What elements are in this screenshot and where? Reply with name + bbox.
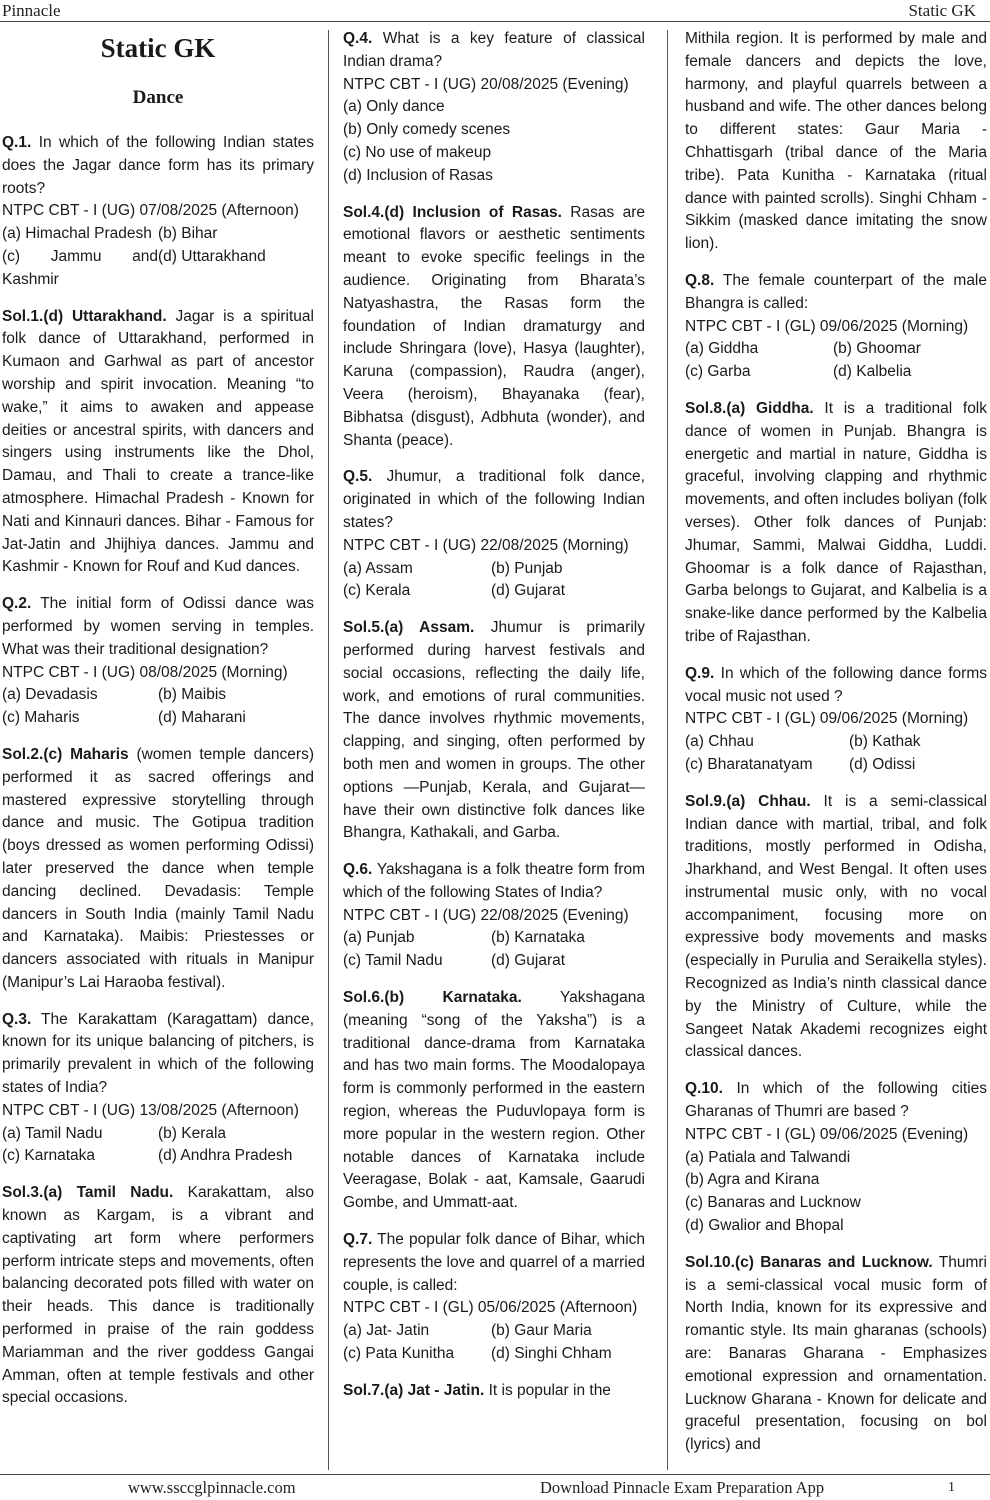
option-d: (d) Andhra Pradesh [158, 1147, 293, 1165]
option-d: (d) Uttarakhand [158, 247, 266, 265]
option-c: (c) Banaras and Lucknow [685, 1194, 861, 1212]
exam-info: NTPC CBT - I (GL) 09/06/2025 (Evening) [685, 1125, 969, 1143]
option-a: (a) Assam [343, 559, 413, 577]
option-d: (d) Gwalior and Bhopal [685, 1217, 844, 1235]
option-b: (b) Ghoomar [833, 340, 921, 358]
exam-info: NTPC CBT - I (UG) 13/08/2025 (Afternoon) [2, 1101, 299, 1119]
exam-info: NTPC CBT - I (GL) 09/06/2025 (Morning) [685, 317, 969, 335]
column-1 [2, 28, 314, 1472]
question-text: What is a key feature of classical Indian drama? [343, 30, 645, 70]
solution-7-continued: Mithila region. It is performed by male and female dancers and depicts the love, harmony, and playful quarrels between a husband and wife. The other dances belong to different states: Gaur Maria - Chhattisgarh (tribal dance of the Maria tribe). Pata Kunitha - Karnataka (ritual dance with painted scrolls). Singhi Chham - Sikkim (masked dance imitating the snow lion). [685, 30, 987, 253]
option-b: (b) Agra and Kirana [685, 1171, 820, 1189]
question-text: In which of the following dance forms vocal music not used ? [685, 664, 987, 705]
question-text: The Karakattam (Karagattam) dance, known for its unique balancing of pitchers, is primarily prevalent in which of the following states of India? [2, 1010, 314, 1097]
question-8 [685, 270, 987, 384]
question-number: Q.10. [685, 1080, 723, 1098]
solution-head: Sol.6.(b) Karnataka. [343, 989, 522, 1007]
exam-info: NTPC CBT - I (UG) 22/08/2025 (Morning) [343, 536, 629, 554]
footer-website-link[interactable]: www.ssccglpinnacle.com [128, 1478, 296, 1497]
option-a: (a) Himachal Pradesh [2, 225, 152, 243]
question-text: The initial form of Odissi dance was performed by women serving in temples. What was their traditional designation? [2, 595, 314, 658]
question-number: Q.4. [343, 30, 373, 47]
question-10 [685, 1078, 987, 1238]
question-1 [2, 132, 314, 292]
options [343, 96, 645, 187]
solution-text: It is popular in the [488, 1381, 611, 1399]
solution-text: It is a semi-classical Indian dance with martial, tribal, and folk traditions, mostly performed in Odisha, Jharkhand, and West Bengal. It often uses instrumental music only, with no vocal accompaniment, focusing more on expressive body movements and masks (especially in Purulia and Seraikella styles). Recognized as India’s ninth classical dance by the Ministry of Culture, while the Sangeet Natak Akademi recognizes eight classical dances. [685, 792, 987, 1061]
option-a: (a) Giddha [685, 340, 759, 358]
page-number: 1 [948, 1480, 955, 1495]
solution-head: Sol.8.(a) Giddha. [685, 399, 814, 417]
options [343, 558, 645, 604]
option-a: (a) Devadasis [2, 686, 98, 704]
page-footer [0, 1476, 990, 1500]
solution-text: Thumri is a semi-classical vocal music form of North India, known for its expressive and romantic style. Its main gharanas (schools) are: Banaras Gharana - Emphasizes emotional expression and ornamentation. Lucknow Gharana - Known for delicate and graceful presentation, focusing on bol (lyrics) and [685, 1253, 987, 1454]
column-divider [667, 30, 668, 1470]
question-text: In which of the following cities Gharanas of Thumri are based ? [685, 1080, 987, 1121]
solution-6 [343, 987, 645, 1215]
solution-head: Sol.1.(d) Uttarakhand. [2, 307, 167, 325]
solution-text: Rasas are emotional flavors or aesthetic sentiments meant to evoke specific feelings in the audience. Originating from Bharata’s Natyashastra, the Rasas form the foundation of Indian dramaturgy and include Shringara (love), Hasya (laughter), Karuna (compassion), Raudra (anger), Veera (heroism), Bhayanaka (fear), Bibhatsa (disgust), Adbhuta (wonder), and Shanta (peace). [343, 203, 645, 449]
option-a: (a) Only dance [343, 98, 445, 116]
question-number: Q.1. [2, 134, 32, 151]
option-d: (d) Maharani [158, 709, 246, 727]
solution-text: Jagar is a spiritual folk dance of Uttarakhand, performed in Kumaon and Garhwal as part of ancestor worship and spirit invocation. Meaning “to wake,” it aims to awaken and appease deities or ancestral spirits, with dancers and singers using instruments like the Dhol, Damau, and Thali to create a trance-like atmosphere. Himachal Pradesh - Known for Nati and Kinnauri dances. Bihar - Famous for Jat-Jatin and Jhijhiya dances. Jammu and Kashmir - Known for Rouf and Kud dances. [2, 307, 314, 576]
option-a: (a) Punjab [343, 929, 415, 947]
option-c: (c) Bharatanatyam [685, 755, 813, 773]
solution-5 [343, 617, 645, 845]
option-c: (c) Karnataka [2, 1147, 96, 1165]
exam-info: NTPC CBT - I (UG) 07/08/2025 (Afternoon) [2, 202, 299, 220]
column-divider [328, 30, 329, 1470]
solution-9 [685, 791, 987, 1065]
question-5 [343, 466, 645, 603]
options [2, 223, 314, 291]
option-c: (c) Jammu and Kashmir [2, 247, 158, 288]
solution-1 [2, 306, 314, 580]
solution-head: Sol.9.(a) Chhau. [685, 792, 811, 810]
option-b: (b) Maibis [158, 686, 227, 704]
column-2 [343, 28, 645, 1472]
option-a: (a) Jat- Jatin [343, 1322, 430, 1340]
options [2, 1123, 314, 1169]
options [2, 684, 314, 730]
options [685, 1147, 987, 1238]
option-a: (a) Chhau [685, 733, 754, 751]
solution-4 [343, 202, 645, 453]
solution-7 [343, 1380, 645, 1403]
exam-info: NTPC CBT - I (GL) 05/06/2025 (Afternoon) [343, 1299, 638, 1317]
option-c: (c) Tamil Nadu [343, 952, 443, 970]
question-text: In which of the following Indian states does the Jagar dance form has its primary roots? [2, 134, 314, 197]
option-c: (c) Pata Kunitha [343, 1345, 455, 1363]
solution-head: Sol.5.(a) Assam. [343, 619, 475, 637]
options [343, 1320, 645, 1366]
question-text: Jhumur, a traditional folk dance, originated in which of the following Indian states? [343, 468, 645, 531]
option-b: (b) Kathak [849, 733, 921, 751]
solution-text: Karakattam, also known as Kargam, is a vibrant and captivating art form where performers perform intricate steps and movements, often balancing decorated pots filled with water on their heads. This dance is traditionally performed in praise of the rain goddess Mariamman and the river goddess Gangai Amman, often at temple festivals and other special occasions. [2, 1184, 314, 1407]
solution-text: Jhumur is primarily performed during harvest festivals and social occasions, reflecting the daily life, work, and emotions of rural communities. The dance involves rhythmic movements, clapping, and singing, often performed by both men and women in groups. The other options —Punjab, Kerala, and Gujarat—have their own distinctive folk dances like Bhangra, Kathakali, and Garba. [343, 619, 645, 842]
exam-info: NTPC CBT - I (UG) 22/08/2025 (Evening) [343, 906, 629, 924]
question-number: Q.5. [343, 468, 373, 486]
question-number: Q.8. [685, 271, 715, 289]
option-d: (d) Odissi [849, 755, 916, 773]
option-d: (d) Kalbelia [833, 363, 912, 381]
page-title: Static GK [100, 33, 216, 63]
solution-text: Yakshagana (meaning “song of the Yaksha”) is a traditional dance-drama from Karnataka and has two main forms. The Moodalopaya form is commonly performed in the eastern region, whereas the Puduvlopaya form is more popular in the western region. Other notable dances of Karnataka include Veeragase, Bolak - aat, Kamsale, Gaarudi Gombe, and Ummatt-aat. [343, 989, 645, 1212]
question-3 [2, 1009, 314, 1169]
option-c: (c) Maharis [2, 709, 80, 727]
option-d: (d) Gujarat [491, 952, 566, 970]
question-number: Q.3. [2, 1010, 32, 1028]
solution-3 [2, 1182, 314, 1410]
options [343, 927, 645, 973]
option-c: (c) Kerala [343, 582, 411, 600]
exam-info: NTPC CBT - I (UG) 20/08/2025 (Evening) [343, 75, 629, 93]
question-text: The female counterpart of the male Bhangra is called: [685, 271, 987, 312]
header-rule [0, 21, 990, 22]
header-brand: Pinnacle [2, 1, 61, 20]
exam-info: NTPC CBT - I (UG) 08/08/2025 (Morning) [2, 663, 288, 681]
question-text: The popular folk dance of Bihar, which represents the love and quarrel of a married couple, is called: [343, 1231, 645, 1294]
question-9 [685, 663, 987, 777]
solution-10 [685, 1252, 987, 1457]
footer-app-promo: Download Pinnacle Exam Preparation App [540, 1478, 825, 1497]
solution-text: (women temple dancers) performed it as sacred offerings and mastered expressive storytelling through dance and music. The Gotipua tradition (boys dressed as women performing Odissi) later preserved the dance when temple dancing declined. Devadasis: Temple dancers in South India (mainly Tamil Nadu and Karnataka). Maibis: Priestesses or dancers associated with rituals in Manipur (Manipur’s Lai Haraoba festival). [2, 745, 314, 991]
option-a: (a) Tamil Nadu [2, 1124, 103, 1142]
solution-head: Sol.7.(a) Jat - Jatin. [343, 1381, 485, 1399]
option-b: (b) Bihar [158, 225, 218, 243]
solution-text: It is a traditional folk dance of women in Punjab. Bhangra is energetic and martial in nature, Giddha is graceful, involving clapping and rhythmic movements, and often includes boliyan (folk verses). Other folk dances of Punjab: Jhumar, Sammi, Malwai Giddha, Luddi. Ghoomar is a folk dance of Rajasthan, Garba belongs to Gujarat, and Kalbelia is a snake-like dance performed by the Kalbelia tribe of Rajasthan. [685, 399, 987, 645]
option-b: (b) Only comedy scenes [343, 121, 511, 139]
question-number: Q.6. [343, 861, 373, 879]
option-d: (d) Singhi Chham [491, 1345, 612, 1363]
question-2 [2, 593, 314, 730]
solution-head: Sol.3.(a) Tamil Nadu. [2, 1184, 174, 1202]
options [685, 731, 987, 777]
option-b: (b) Punjab [491, 559, 563, 577]
option-d: (d) Inclusion of Rasas [343, 166, 493, 184]
question-number: Q.2. [2, 595, 32, 613]
exam-info: NTPC CBT - I (GL) 09/06/2025 (Morning) [685, 710, 969, 728]
option-c: (c) No use of makeup [343, 143, 492, 161]
option-d: (d) Gujarat [491, 582, 566, 600]
solution-head: Sol.10.(c) Banaras and Lucknow. [685, 1253, 933, 1271]
option-b: (b) Karnataka [491, 929, 585, 947]
solution-8 [685, 398, 987, 649]
solution-head: Sol.2.(c) Maharis [2, 745, 129, 763]
option-c: (c) Garba [685, 363, 751, 381]
option-b: (b) Kerala [158, 1124, 227, 1142]
header-section: Static GK [908, 1, 976, 20]
question-number: Q.9. [685, 664, 715, 682]
solution-2 [2, 744, 314, 995]
question-4 [343, 28, 645, 188]
option-a: (a) Patiala and Talwandi [685, 1148, 851, 1166]
question-number: Q.7. [343, 1231, 373, 1249]
column-3 [685, 28, 987, 1472]
question-6 [343, 859, 645, 973]
option-b: (b) Gaur Maria [491, 1322, 592, 1340]
question-text: Yakshagana is a folk theatre form from which of the following States of India? [343, 861, 645, 901]
solution-head: Sol.4.(d) Inclusion of Rasas. [343, 203, 562, 221]
page-subtitle: Dance [132, 87, 184, 108]
footer-rule [0, 1474, 990, 1475]
options [685, 338, 987, 384]
question-7 [343, 1229, 645, 1366]
page-header [0, 0, 990, 22]
